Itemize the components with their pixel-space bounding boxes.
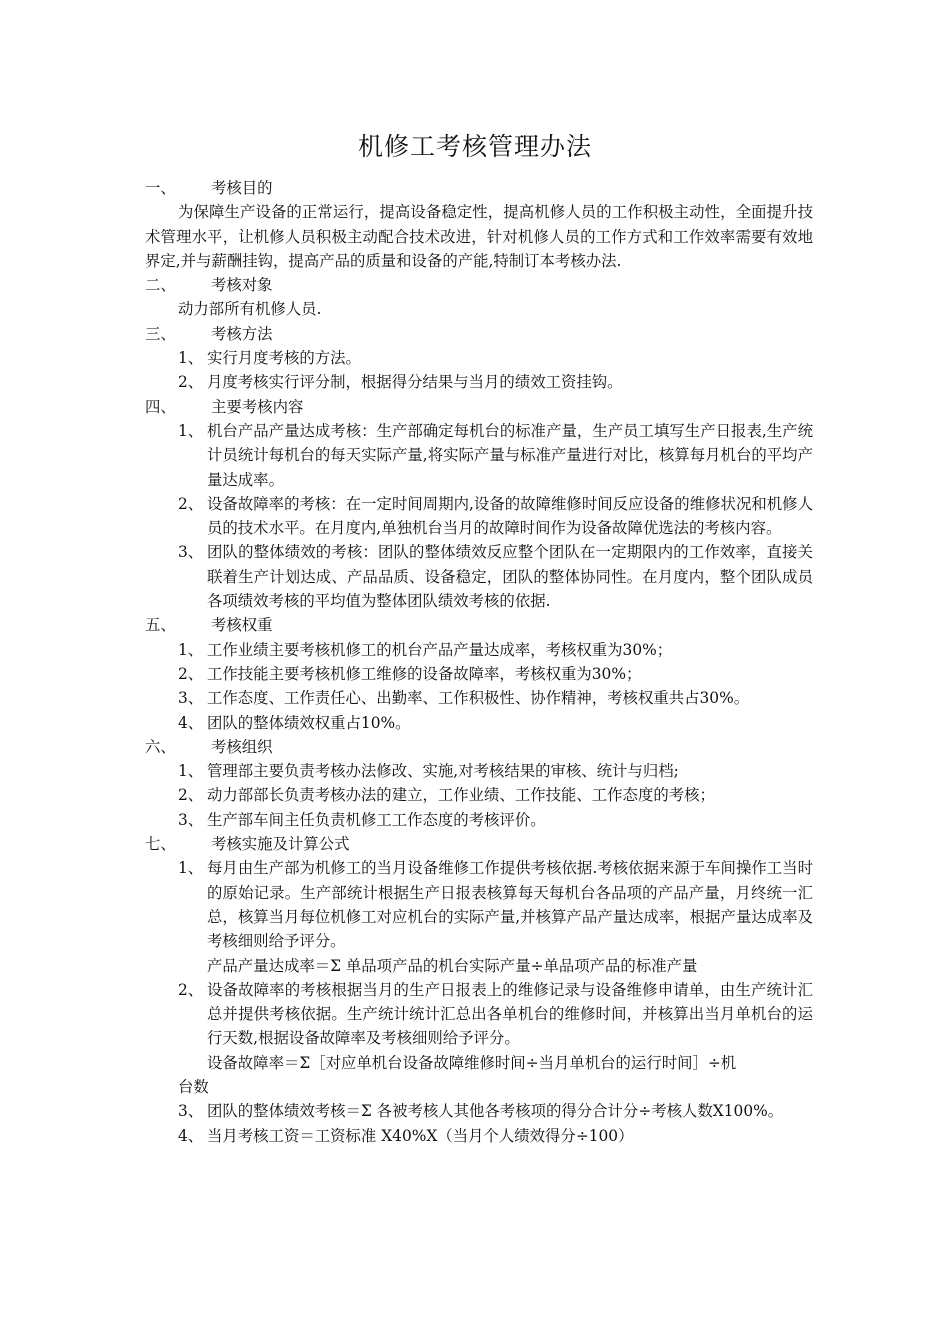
section-title: 考核组织 [211,737,273,756]
section-heading [145,176,813,200]
list-item [145,686,813,710]
section-number: 四、 [145,397,176,416]
section-number: 二、 [145,276,176,295]
list-item-text: 工作技能主要考核机修工维修的设备故障率，考核权重为30%； [207,664,642,683]
section-heading [145,613,813,637]
section-heading [145,395,813,419]
list-item-text: 生产部车间主任负责机修工工作态度的考核评价。 [207,810,546,829]
section-heading [145,273,813,297]
section-number: 三、 [145,324,176,343]
list-item-text: 实行月度考核的方法。 [207,349,361,368]
list-item [145,638,813,662]
list-item-text: 团队的整体绩效权重占10%。 [207,713,411,732]
section-number: 六、 [145,737,176,756]
section-title: 考核目的 [211,179,273,197]
list-item-number: 3、 [178,689,204,708]
list-item [145,1124,813,1148]
list-item [145,856,813,953]
list-item [145,978,813,1051]
section-title: 考核方法 [211,324,273,343]
list-item-text: 团队的整体绩效的考核：团队的整体绩效反应整个团队在一定期限内的工作效率，直接关联着生产计划达成、产品品质、设备稳定，团队的整体协同性。在月度内，整个团队成员各项绩效考核的平均值为整体团队绩效考核的依据. [207,543,813,611]
list-item-text: 当月考核工资＝工资标准 X40%X（当月个人绩效得分÷100） [207,1126,634,1145]
list-item-number: 2、 [178,786,204,805]
list-item-text: 机台产品产量达成考核：生产部确定每机台的标准产量，生产员工填写生产日报表,生产统计员统计每机台的每天实际产量,将实际产量与标准产量进行对比，核算每月机台的平均产量达成率。 [207,421,813,489]
list-item-number: 4、 [178,713,204,732]
section-heading [145,735,813,759]
list-item-number: 2、 [178,664,204,683]
list-item-number: 1、 [178,640,204,659]
section-number: 五、 [145,616,176,635]
list-item-number: 2、 [178,494,204,513]
list-item [145,662,813,686]
list-item-number: 2、 [178,373,204,392]
section-title: 考核权重 [211,616,273,635]
list-item-number: 1、 [178,349,204,368]
list-item [145,808,813,832]
formula-continuation: 台数 [178,1077,209,1096]
list-item-text: 工作态度、工作责任心、出勤率、工作积极性、协作精神，考核权重共占30%。 [207,689,750,708]
formula: 产品产量达成率＝Σ 单品项产品的机台实际产量÷单品项产品的标准产量 [207,956,698,975]
list-item-text: 团队的整体绩效考核＝Σ 各被考核人其他各考核项的得分合计分÷考核人数X100%。 [207,1102,784,1121]
list-item [145,759,813,783]
paragraph: 为保障生产设备的正常运行，提高设备稳定性，提高机修人员的工作积极主动性，全面提升技术管理水平，让机修人员积极主动配合技术改进，针对机修人员的工作方式和工作效率需要有效地界定,并与薪酬挂钩，提高产品的质量和设备的产能,特制订本考核办法. [145,203,813,270]
list-item-number: 1、 [178,762,204,781]
list-item [145,540,813,613]
list-item-text: 设备故障率的考核根据当月的生产日报表上的维修记录与设备维修申请单，由生产统计汇总并提供考核依据。生产统计统计汇总出各单机台的维修时间，并核算出当月单机台的运行天数,根据设备故障率及考核细则给予评分。 [207,980,813,1048]
list-item-number: 1、 [178,859,204,878]
paragraph: 动力部所有机修人员. [178,300,322,319]
section-title: 考核实施及计算公式 [211,835,350,854]
section-title: 考核对象 [211,276,273,295]
list-item [145,419,813,492]
list-item-number: 1、 [178,421,204,440]
list-item-text: 月度考核实行评分制，根据得分结果与当月的绩效工资挂钩。 [207,373,623,392]
section-number: 一、 [145,179,176,197]
list-item-number: 3、 [178,543,204,562]
list-item [145,1099,813,1123]
section-title: 主要考核内容 [211,397,304,416]
section-number: 七、 [145,835,176,854]
list-item-text: 每月由生产部为机修工的当月设备维修工作提供考核依据.考核依据来源于车间操作工当时的原始记录。生产部统计根据生产日报表核算每天每机台各品项的产品产量，月终统一汇总，核算当月每位机修工对应机台的实际产量,并核算产品产量达成率，根据产量达成率及考核细则给予评分。 [207,859,813,951]
list-item-number: 3、 [178,810,204,829]
formula: 设备故障率＝Σ［对应单机台设备故障维修时间÷当月单机台的运行时间］÷机 [207,1053,737,1072]
list-item-text: 动力部部长负责考核办法的建立，工作业绩、工作技能、工作态度的考核； [207,786,715,805]
list-item-number: 3、 [178,1102,204,1121]
list-item [145,492,813,541]
list-item [145,370,813,394]
list-item [145,346,813,370]
section-heading [145,322,813,346]
list-item [145,711,813,735]
list-item-number: 2、 [178,980,204,999]
list-item-number: 4、 [178,1126,204,1145]
document-title: 机修工考核管理办法 [357,132,592,161]
list-item [145,783,813,807]
document-body [145,176,813,1148]
section-heading [145,832,813,856]
list-item-text: 工作业绩主要考核机修工的机台产品产量达成率，考核权重为30%； [207,640,673,659]
list-item-text: 设备故障率的考核：在一定时间周期内,设备的故障维修时间反应设备的维修状况和机修人员的技术水平。在月度内,单独机台当月的故障时间作为设备故障优选法的考核内容。 [207,494,813,538]
list-item-text: 管理部主要负责考核办法修改、实施,对考核结果的审核、统计与归档; [207,762,679,781]
